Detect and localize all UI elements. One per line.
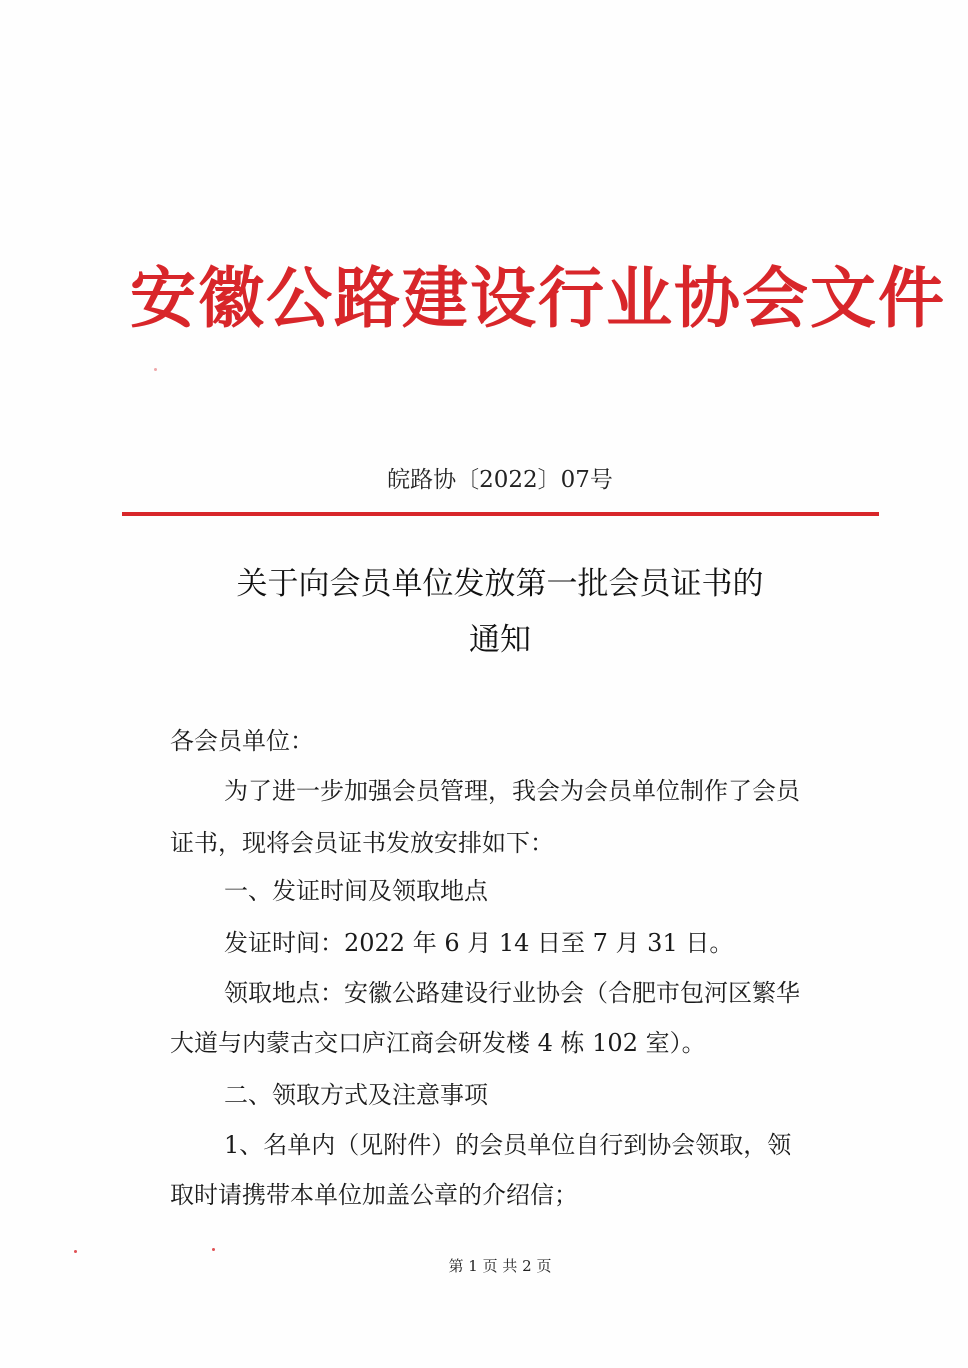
section-1-heading: 一、发证时间及领取地点 [224,877,488,905]
notice-title-line-2: 通知 [469,622,531,658]
issue-time: 发证时间：2022 年 6 月 14 日至 7 月 31 日。 [224,929,734,957]
page-footer: 第 1 页 共 2 页 [448,1257,552,1275]
scan-speck [154,368,157,371]
document-number: 皖路协〔2022〕07号 [387,467,613,493]
item-1-line-1: 1、名单内（见附件）的会员单位自行到协会领取，领 [224,1131,792,1159]
masthead-title: 安徽公路建设行业协会文件 [130,259,946,337]
pickup-place-line-1: 领取地点：安徽公路建设行业协会（合肥市包河区繁华 [224,979,800,1007]
scan-speck [74,1250,77,1253]
scan-speck [212,1248,215,1251]
notice-title-line-1: 关于向会员单位发放第一批会员证书的 [236,566,764,602]
red-divider-line [122,512,879,516]
notice-title [120,556,880,668]
paragraph-1-line-2: 证书，现将会员证书发放安排如下： [170,829,554,857]
salutation: 各会员单位： [170,727,314,755]
pickup-place-line-2: 大道与内蒙古交口庐江商会研发楼 4 栋 102 室）。 [170,1029,706,1057]
paragraph-1-line-1: 为了进一步加强会员管理，我会为会员单位制作了会员 [224,777,800,805]
section-2-heading: 二、领取方式及注意事项 [224,1081,488,1109]
item-1-line-2: 取时请携带本单位加盖公章的介绍信； [170,1181,578,1209]
